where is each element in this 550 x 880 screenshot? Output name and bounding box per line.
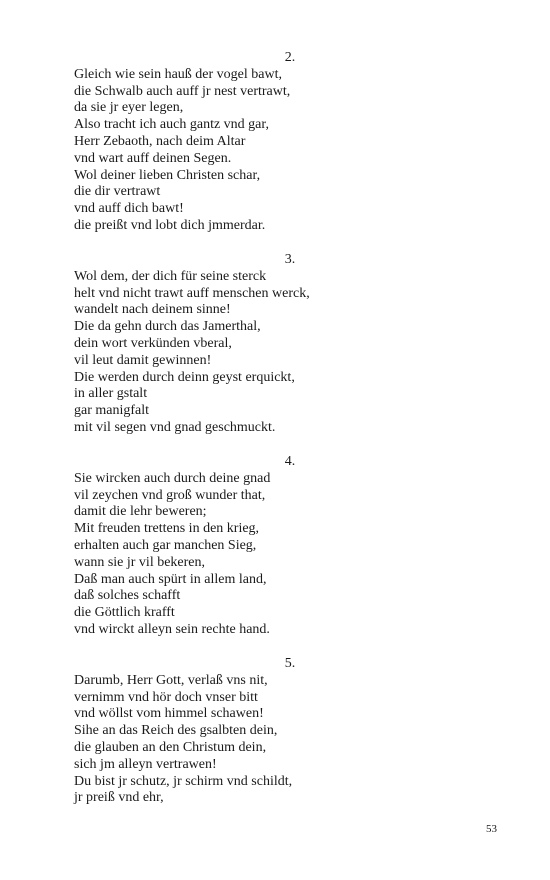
verse-line: Wol deiner lieben Christen schar, (74, 167, 261, 183)
stanza-2 (74, 50, 494, 235)
verse-line: vnd wirckt alleyn sein rechte hand. (74, 621, 270, 637)
verse-line: Daß man auch spürt in allem land, (74, 571, 267, 587)
verse-line: die glauben an den Christum dein, (74, 739, 267, 755)
verse-line: Sie wircken auch durch deine gnad (74, 470, 271, 486)
verse-line: Mit freuden trettens in den krieg, (74, 521, 260, 537)
verse-line: die dir vertrawt (74, 184, 161, 200)
verse-line: wann sie jr vil bekeren, (74, 554, 206, 570)
stanza-number: 2. (284, 50, 296, 65)
verse-line: gar manigfalt (74, 403, 150, 419)
verse-line: Wol dem, der dich für seine sterck (74, 268, 267, 284)
verse-line: Herr Zebaoth, nach deim Altar (74, 133, 246, 149)
verse-line: Darumb, Herr Gott, verlaß vns nit, (74, 672, 268, 688)
verse-line: in aller gstalt (74, 386, 148, 402)
verse-line: erhalten auch gar manchen Sieg, (74, 537, 257, 553)
verse-line: Du bist jr schutz, jr schirm vnd schildt, (74, 773, 293, 789)
stanza-3 (74, 252, 494, 437)
stanza-number: 3. (284, 252, 296, 267)
verse-line: vil leut damit gewinnen! (74, 352, 212, 368)
stanza-number: 5. (284, 656, 296, 671)
verse-line: Die da gehn durch das Jamerthal, (74, 319, 261, 335)
verse-line: die Göttlich krafft (74, 605, 175, 621)
verse-line: wandelt nach deinem sinne! (74, 302, 231, 318)
verse-line: dein wort verkünden vberal, (74, 335, 232, 351)
verse-line: vernimm vnd hör doch vnser bitt (74, 689, 258, 705)
page-number: 53 (486, 823, 497, 835)
verse-line: Sihe an das Reich des gsalbten dein, (74, 723, 278, 739)
verse-line: vnd auff dich bawt! (74, 201, 184, 217)
verse-line: die preißt vnd lobt dich jmmerdar. (74, 217, 266, 233)
verse-line: vil zeychen vnd groß wunder that, (74, 487, 266, 503)
verse-line: helt vnd nicht trawt auff menschen werck, (74, 285, 310, 301)
verse-line: die Schwalb auch auff jr nest vertrawt, (74, 83, 291, 99)
stanza-number: 4. (284, 454, 296, 469)
verse-line: jr preiß vnd ehr, (74, 790, 164, 806)
verse-line: vnd wart auff deinen Segen. (74, 150, 232, 166)
verse-line: damit die lehr beweren; (74, 504, 207, 520)
verse-line: Die werden durch deinn geyst erquickt, (74, 369, 295, 385)
verse-line: da sie jr eyer legen, (74, 100, 184, 116)
verse-line: sich jm alleyn vertrawen! (74, 756, 217, 772)
stanza-4 (74, 454, 494, 639)
stanza-5 (74, 656, 494, 807)
verse-line: Also tracht ich auch gantz vnd gar, (74, 117, 269, 133)
verse-line: mit vil segen vnd gnad geschmuckt. (74, 419, 276, 435)
verse-line: vnd wöllst vom himmel schawen! (74, 706, 264, 722)
verse-line: Gleich wie sein hauß der vogel bawt, (74, 66, 282, 82)
verse-line: daß solches schafft (74, 588, 181, 604)
